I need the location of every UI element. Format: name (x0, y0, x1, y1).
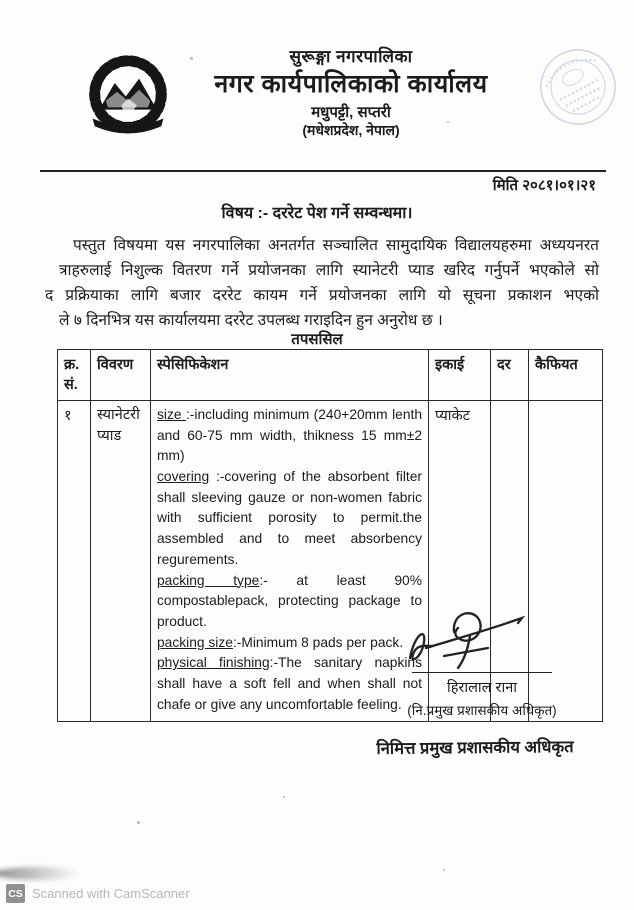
spec-size: size :-including minimum (240+20mm lenth and 60-75 mm width, thikness 15 mm±2 mm) (157, 407, 423, 464)
handwritten-signature-icon (392, 606, 542, 674)
municipality-name: सुरूङ्गा नगरपालिका (289, 47, 413, 66)
faint-blue-round-stamp-icon (528, 32, 628, 150)
body-line: त्राहरुलाई निशुल्क वितरण गर्ने प्रयोजनका लागि स्यानेटरी प्याड खरिद गर्नुपर्ने भएकोले सो (59, 262, 599, 279)
spec-covering: covering :-covering of the absorbent filter shall sleeving gauze or non-women fabric with sufficient porosity to permit.the assembled and to meet absorbency regurements. (157, 469, 422, 567)
body-line: ले ७ दिनभित्र यस कार्यालयमा दररेट उपलब्ध गराइदिन हुन अनुरोध छ । (59, 312, 443, 329)
camscanner-watermark (6, 884, 190, 903)
table-header-row (58, 350, 603, 401)
signatory-name: हिरालाल राना (446, 680, 518, 696)
signature-line (412, 672, 552, 673)
cell-unit: प्याकेट (429, 401, 491, 722)
scan-noise-dot (137, 821, 140, 824)
header-description: विवरण (91, 350, 151, 401)
scan-noise-dot (443, 869, 445, 871)
office-name: नगर कार्यपालिकाको कार्यालय (214, 70, 488, 99)
office-address: मधुपट्टी, सप्तरी (311, 103, 391, 121)
spec-physical-finishing: physical finishing:-The sanitary napkins shall have a soft fell and when shall not chafe or give any uncomfortable feeling. (157, 655, 422, 712)
letterhead-divider (40, 170, 606, 172)
signatory-designation: (नि.प्रमुख प्रशासकीय अधिकृत) (407, 703, 557, 718)
header-remarks: कैफियत (529, 350, 603, 401)
letter-date: मिति २०८१।०१।२१ (492, 177, 596, 194)
scan-noise-dot (190, 57, 193, 60)
body-paragraph (45, 233, 599, 333)
schedule-heading: तपससिल (291, 331, 343, 348)
spec-packing-size: packing size:-Minimum 8 pads per pack. (157, 634, 404, 650)
header-unit: इकाई (429, 350, 491, 401)
body-line: पस्तुत विषयमा यस नगरपालिका अनतर्गत सञ्चालित सामुदायिक विद्यालयहरुमा अध्ययनरत (73, 237, 599, 254)
camscanner-text: Scanned with CamScanner (32, 886, 190, 901)
scan-noise-dot (447, 121, 449, 123)
cell-serial-number: १ (58, 401, 91, 722)
designation-stamp-text: निमित्त प्रमुख प्रशासकीय अधिकृत (376, 737, 574, 759)
office-province: (मधेशप्रदेश, नेपाल) (302, 122, 400, 139)
body-line: द प्रक्रियाका लागि बजार दररेट कायम गर्ने प्रयोजनका लागि यो सूचना प्रकाशन भएको (45, 287, 599, 304)
subject-line: विषय :- दररेट पेश गर्ने सम्वन्धमा। (221, 205, 413, 222)
cell-description: स्यानेटरी प्याड (91, 401, 151, 722)
header-serial-number: क्र. सं. (58, 350, 91, 401)
camscanner-badge-icon: CS (6, 884, 25, 903)
header-specification: स्पेसिफिकेशन (151, 350, 429, 401)
spec-packing-type: packing type:- at least 90% compostablepack, protecting package to product. (157, 572, 422, 629)
signature-block (362, 606, 602, 758)
header-rate: दर (491, 350, 529, 401)
scan-smudge (0, 867, 80, 880)
scan-noise-dot (283, 796, 285, 798)
